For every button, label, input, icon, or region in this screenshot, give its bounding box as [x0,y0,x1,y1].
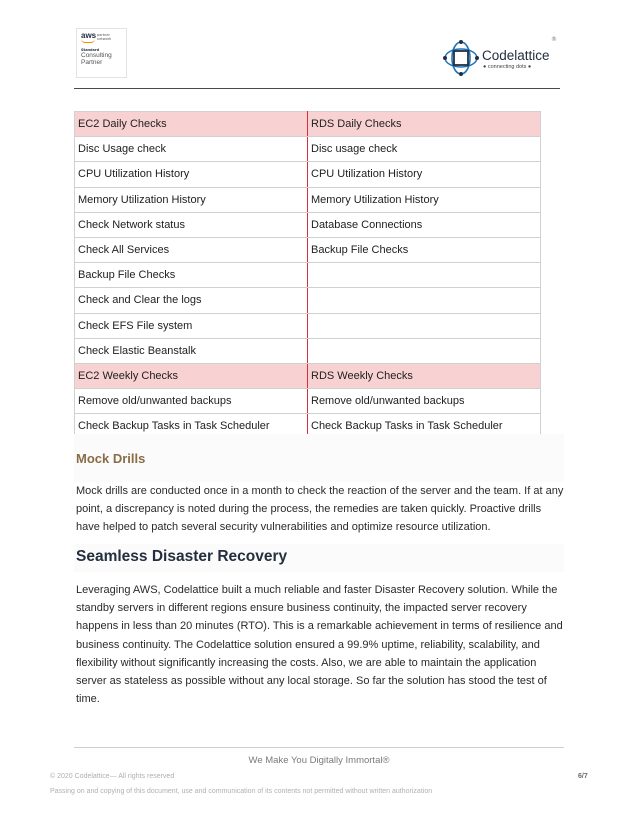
ec2-check-cell: Check Backup Tasks in Task Scheduler [75,414,308,439]
rds-check-cell [308,313,541,338]
table-row [75,263,541,288]
table-row [75,187,541,212]
rds-check-cell: Database Connections [308,212,541,237]
table-row [75,212,541,237]
table-row [75,389,541,414]
rds-check-cell: RDS Daily Checks [308,112,541,137]
aws-tier-label: Standard [81,48,100,52]
company-name: Codelattice [482,48,550,63]
table-header-row [75,363,541,388]
ec2-check-cell: Check EFS File system [75,313,308,338]
table-header-row [75,112,541,137]
rds-check-cell [308,338,541,363]
disaster-recovery-title: Seamless Disaster Recovery [76,548,288,565]
rds-check-cell: RDS Weekly Checks [308,363,541,388]
footer-tagline: We Make You Digitally Immortal® [248,755,390,766]
rds-check-cell: Backup File Checks [308,237,541,262]
mock-drills-title: Mock Drills [76,451,146,466]
aws-type-line1: Consulting [81,52,112,59]
aws-partner-network-label: partner network [97,33,112,41]
page-number: 6/7 [578,773,588,780]
table-row [75,162,541,187]
ec2-check-cell: CPU Utilization History [75,162,308,187]
rds-check-cell: Check Backup Tasks in Task Scheduler [308,414,541,439]
mock-drills-body: Mock drills are conducted once in a month to check the reaction of the server and the team. If at any point, a discrepancy is noted during the process, the remedies are taken quickly. Proactive drills have helped to patch several security vulnerabilities and optimize resource utilization. [76,485,564,534]
ec2-check-cell: Backup File Checks [75,263,308,288]
mock-drills-band [74,434,564,482]
ec2-check-cell: Check and Clear the logs [75,288,308,313]
table-row [75,288,541,313]
aws-type-line2: Partner [81,59,103,66]
ec2-check-cell: Check Network status [75,212,308,237]
rds-check-cell: Disc usage check [308,137,541,162]
ec2-check-cell: Check Elastic Beanstalk [75,338,308,363]
company-tagline: ● connecting dots ● [483,64,532,70]
rds-check-cell: Memory Utilization History [308,187,541,212]
footer-copyright: © 2020 Codelattice— All rights reserved [50,773,175,780]
aws-partner-badge [76,28,127,78]
aws-logo: aws [81,31,97,40]
table-row [75,313,541,338]
rds-check-cell: CPU Utilization History [308,162,541,187]
table-row [75,137,541,162]
rds-check-cell [308,288,541,313]
ec2-check-cell: Check All Services [75,237,308,262]
disaster-recovery-body: Leveraging AWS, Codelattice built a much reliable and faster Disaster Recovery solution. While the standby servers in different regions ensure business continuity, the impacted server recovery happens in less than 20 minutes (RTO). This is a remarkable achievement in terms of resilience and business continuity. The Codelattice solution ensured a 99.9% uptime, reliability, scalability, and flexibility without significantly increasing the costs. Also, we are able to maintain the application server as stateless as possible without any local storage. So far the solution has stood the test of time. [76,584,563,706]
ec2-check-cell: Remove old/unwanted backups [75,389,308,414]
ec2-check-cell: EC2 Daily Checks [75,112,308,137]
ec2-check-cell: Disc Usage check [75,137,308,162]
rds-check-cell: Remove old/unwanted backups [308,389,541,414]
footer-notice: Passing on and copying of this document, use and communication of its contents not permitted without written authorization [50,788,433,795]
checks-table [74,111,541,439]
rds-check-cell [308,263,541,288]
footer-divider [74,747,564,748]
registered-mark: ® [551,36,557,43]
table-row [75,338,541,363]
ec2-check-cell: EC2 Weekly Checks [75,363,308,388]
header-divider [74,88,560,89]
table-row [75,237,541,262]
ec2-check-cell: Memory Utilization History [75,187,308,212]
